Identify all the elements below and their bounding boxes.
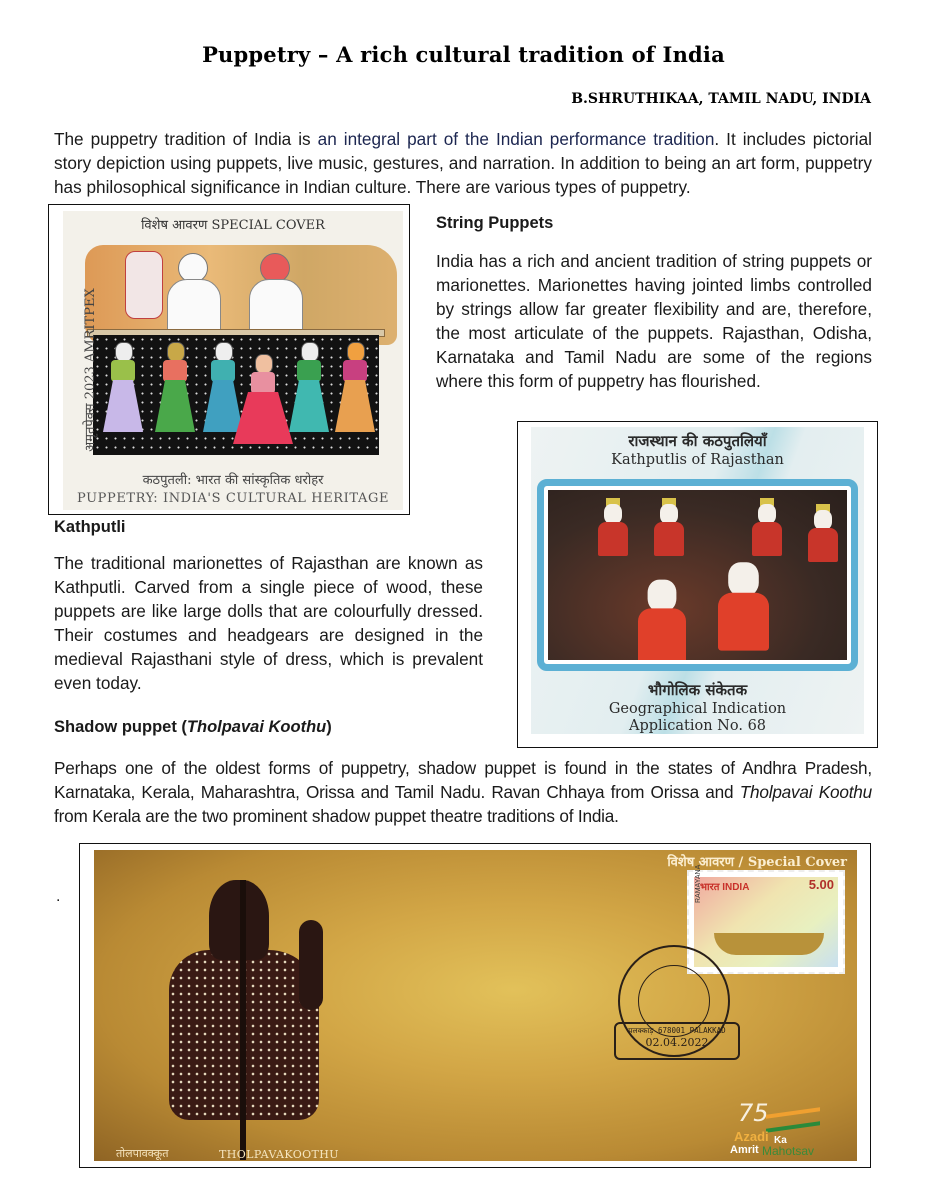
stamp-value: 5.00 xyxy=(808,877,834,892)
card-title-hindi: राजस्थान की कठपुतलियाँ xyxy=(628,432,767,450)
logo-amrit: Amrit xyxy=(730,1144,759,1156)
flag-swoosh-icon xyxy=(766,1107,820,1133)
puppeteer-figure xyxy=(163,251,223,331)
card-title-english: Kathputlis of Rajasthan xyxy=(611,452,784,468)
cover-card xyxy=(63,211,403,510)
author-line: B.SHRUTHIKAA, TAMIL NADU, INDIA xyxy=(571,91,871,107)
body-italic: Tholpavai Koothu xyxy=(739,782,872,802)
stamp-country: भारत INDIA xyxy=(700,882,750,893)
section-heading: Kathputli xyxy=(54,518,126,536)
logo-ka: Ka xyxy=(774,1135,787,1146)
shadow-puppet-heading xyxy=(54,718,332,737)
intro-text-cont: . It includes pictorial story depiction using puppets, live music, gestures, and narration. In addition to being an art form, puppetry has philosophical significance in Indian culture. There are various types of puppetry. xyxy=(54,129,872,197)
intro-paragraph xyxy=(54,127,872,199)
logo-azadi: Azadi xyxy=(734,1129,769,1144)
stray-period: . xyxy=(56,888,61,905)
cover-side-caption: अमृतपेक्स 2023 AMRITPEX xyxy=(83,288,98,452)
kathakali-puppet xyxy=(125,251,163,319)
gi-hindi: भौगोलिक संकेतक xyxy=(647,681,748,699)
shadow-puppet-figure xyxy=(139,880,349,1160)
azadi-ka-amrit-mahotsav-logo xyxy=(730,1099,845,1159)
gi-english: Geographical Indication xyxy=(608,701,787,717)
cover-hindi-caption: कठपुतली: भारत की सांस्कृतिक धरोहर xyxy=(142,473,324,488)
marionette xyxy=(103,342,143,434)
photo-frame xyxy=(537,479,858,671)
marionette xyxy=(289,342,329,434)
special-cover-amritpex-image xyxy=(48,204,410,515)
section-heading: String Puppets xyxy=(436,214,554,232)
special-cover-header: विशेष आवरण / Special Cover xyxy=(667,855,847,870)
marionette xyxy=(233,354,293,446)
shadow-puppet-body xyxy=(54,756,872,828)
logo-mahotsav: Mahotsav xyxy=(762,1144,815,1158)
boat-illustration xyxy=(714,933,824,955)
body-text-cont: from Kerala are the two prominent shadow puppet theatre traditions of India. xyxy=(54,806,619,826)
kathputli-photo xyxy=(548,490,847,660)
kathputlis-of-rajasthan-image xyxy=(517,421,878,748)
marionette xyxy=(155,342,195,434)
heading-italic: Tholpavai Koothu xyxy=(186,718,327,736)
intro-text: The puppetry tradition of India is xyxy=(54,129,318,149)
kathputli-section xyxy=(54,518,483,695)
puppeteer-figure xyxy=(245,251,305,331)
gi-application-number: Application No. 68 xyxy=(628,718,767,734)
caption-hindi: तोलपावक्कूत xyxy=(116,1147,169,1160)
section-body: The traditional marionettes of Rajasthan are known as Kathputli. Carved from a single piece of wood, these puppets are like large dolls that are colourfully dressed. Their costumes and headgears are designed in the medieval Rajasthani style of dress, which is prevalent even today. xyxy=(54,553,483,693)
caption-english: THOLPAVAKOOTHU xyxy=(219,1148,339,1161)
logo-number: 75 xyxy=(738,1099,769,1127)
tholpavakoothu-special-cover-image xyxy=(79,843,871,1168)
body-text: Perhaps one of the oldest forms of puppetry, shadow puppet is found in the states of Andhra Pradesh, Karnataka, Kerala, Maharashtra, Orissa and Tamil Nadu. Ravan Chhaya from Orissa and xyxy=(54,758,872,802)
section-body: India has a rich and ancient tradition of string puppets or marionettes. Marionettes having jointed limbs controlled by strings allow far greater flexibility and are, therefore, the most articulate of the puppets. Rajasthan, Odisha, Karnataka and Tamil Nadu are some of the regions where this form of puppetry has flourished. xyxy=(436,251,872,391)
envelope xyxy=(94,850,857,1161)
postmark-date: 02.04.2022 xyxy=(645,1036,709,1049)
string-puppets-section xyxy=(436,214,872,393)
heading-text: Shadow puppet ( xyxy=(54,718,187,736)
postmark-location: पलक्काड़ 678001 PALAKKAD xyxy=(628,1026,726,1035)
heading-close: ) xyxy=(326,718,332,736)
gi-card xyxy=(531,427,864,734)
cover-top-caption: विशेष आवरण SPECIAL COVER xyxy=(141,218,325,233)
page-title: Puppetry – A rich cultural tradition of India xyxy=(202,42,725,67)
stamp-side-text: RAMAYANA xyxy=(695,864,702,903)
cover-english-caption: PUPPETRY: INDIA'S CULTURAL HERITAGE xyxy=(76,491,390,506)
postmark-box xyxy=(614,1022,740,1060)
intro-highlight: an integral part of the Indian performance tradition xyxy=(317,129,715,149)
marionette xyxy=(335,342,375,434)
